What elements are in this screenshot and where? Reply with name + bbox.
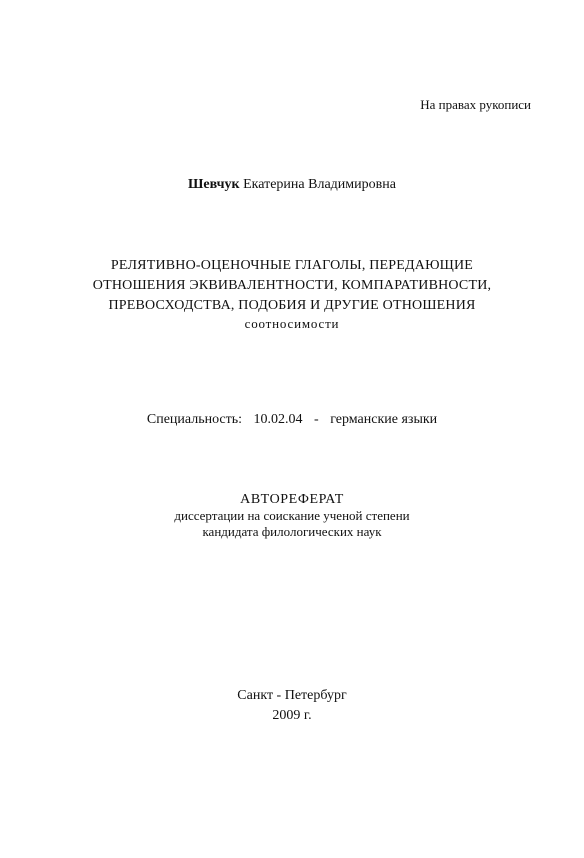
author-surname: Шевчук <box>188 177 240 192</box>
rights-note: На правах рукописи <box>420 97 531 112</box>
year: 2009 г. <box>272 708 312 723</box>
abstract-heading: АВТОРЕФЕРАТ <box>240 492 344 507</box>
specialty-name: германские языки <box>330 412 438 427</box>
city: Санкт - Петербург <box>237 688 347 703</box>
specialty-line <box>0 412 584 428</box>
specialty-dash: - <box>314 412 319 427</box>
abstract-line-2: кандидата филологических наук <box>202 524 382 539</box>
author-name <box>0 177 584 193</box>
author-given-names: Екатерина Владимировна <box>243 177 396 192</box>
title-line-4: соотносимости <box>244 316 340 331</box>
title-line-1: РЕЛЯТИВНО-ОЦЕНОЧНЫЕ ГЛАГОЛЫ, ПЕРЕДАЮЩИЕ <box>110 258 474 273</box>
abstract-line-1: диссертации на соискание ученой степени <box>174 508 410 523</box>
title-line-3: ПРЕВОСХОДСТВА, ПОДОБИЯ И ДРУГИЕ ОТНОШЕНИЯ <box>108 298 476 313</box>
title-line-2: ОТНОШЕНИЯ ЭКВИВАЛЕНТНОСТИ, КОМПАРАТИВНОСТИ, <box>92 278 492 293</box>
specialty-code: 10.02.04 <box>253 412 303 427</box>
specialty-label: Специальность: <box>146 412 243 427</box>
dissertation-title <box>0 256 584 332</box>
